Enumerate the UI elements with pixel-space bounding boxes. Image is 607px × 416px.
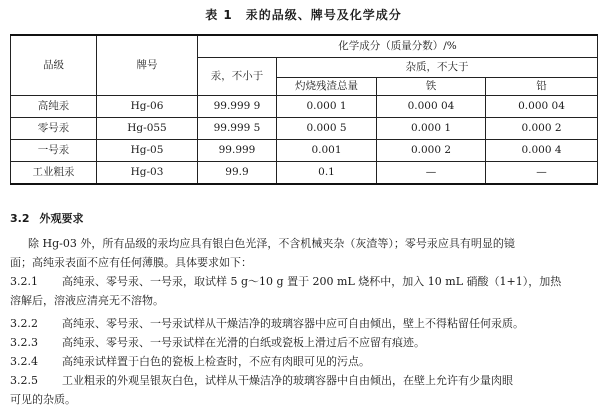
cell-residue: 0.001: [277, 140, 377, 162]
header-iron: 铁: [377, 78, 486, 96]
mercury-grade-table: [10, 34, 598, 185]
clause-number: 3.2.4: [10, 355, 38, 368]
clause-text: 高纯汞试样置于白色的瓷板上检查时，不应有肉眼可见的污点。: [62, 355, 370, 368]
cell-lead: —: [486, 162, 598, 185]
cell-brand: Hg-05: [97, 140, 198, 162]
cell-brand: Hg-055: [97, 118, 198, 140]
clause-text-cont: 溶解后，溶液应清亮无不溶物。: [10, 294, 164, 307]
header-mercury-min: 汞，不小于: [198, 58, 277, 96]
header-grade: 品级: [11, 35, 97, 96]
header-ignition-residue: 灼烧残渣总量: [277, 78, 377, 96]
cell-mercury: 99.999 9: [198, 96, 277, 118]
table-row: [11, 162, 598, 185]
cell-lead: 0.000 04: [486, 96, 598, 118]
cell-mercury: 99.999: [198, 140, 277, 162]
clause-text: 高纯汞、零号汞、一号汞试样从干燥洁净的玻璃容器中应可自由倾出，壁上不得粘留任何汞质。: [62, 317, 524, 330]
cell-grade: 一号汞: [11, 140, 97, 162]
table-row: [11, 140, 598, 162]
cell-lead: 0.000 4: [486, 140, 598, 162]
clause-text-cont: 可见的杂质。: [10, 393, 76, 406]
header-impurity-max: 杂质，不大于: [277, 58, 598, 78]
cell-brand: Hg-06: [97, 96, 198, 118]
table-row: [11, 96, 598, 118]
cell-iron: —: [377, 162, 486, 185]
header-brand: 牌号: [97, 35, 198, 96]
clause-3-2-3: [10, 333, 600, 352]
cell-residue: 0.000 5: [277, 118, 377, 140]
clause-3-2-1: [10, 272, 600, 310]
section-heading: [10, 210, 84, 226]
clause-number: 3.2.5: [10, 374, 38, 387]
cell-grade: 工业粗汞: [11, 162, 97, 185]
header-lead: 铅: [486, 78, 598, 96]
clause-text: 高纯汞、零号汞、一号汞，取试样 5 g～10 g 置于 200 mL 烧杯中，加入 10 mL 硝酸（1+1），加热: [62, 275, 562, 288]
clause-text: 高纯汞、零号汞、一号汞试样在光滑的白纸或瓷板上滑过后不应留有痕迹。: [62, 336, 425, 349]
table-row: [11, 118, 598, 140]
cell-residue: 0.1: [277, 162, 377, 185]
clause-text: 工业粗汞的外观呈银灰白色，试样从干燥洁净的玻璃容器中自由倾出，在壁上允许有少量肉眼: [62, 374, 513, 387]
cell-iron: 0.000 2: [377, 140, 486, 162]
section-title: 外观要求: [39, 212, 84, 225]
cell-grade: 零号汞: [11, 118, 97, 140]
cell-grade: 高纯汞: [11, 96, 97, 118]
cell-mercury: 99.999 5: [198, 118, 277, 140]
intro-line-1: 除 Hg-03 外，所有品级的汞均应具有银白色光泽，不含机械夹杂（灰渣等）；零号汞应具有明显的镜: [28, 237, 515, 250]
cell-brand: Hg-03: [97, 162, 198, 185]
header-chemical-composition: 化学成分（质量分数）/%: [198, 35, 598, 58]
intro-paragraph: [10, 234, 600, 272]
clause-3-2-4: [10, 352, 600, 371]
clause-3-2-2: [10, 314, 600, 333]
cell-mercury: 99.9: [198, 162, 277, 185]
section-number: 3.2: [10, 212, 30, 225]
clause-number: 3.2.1: [10, 275, 38, 288]
clause-3-2-5: [10, 371, 600, 409]
cell-residue: 0.000 1: [277, 96, 377, 118]
intro-line-2: 面；高纯汞表面不应有任何薄膜。具体要求如下：: [10, 256, 252, 269]
cell-lead: 0.000 2: [486, 118, 598, 140]
clause-number: 3.2.3: [10, 336, 38, 349]
table-caption: 表 1 汞的品级、牌号及化学成分: [205, 8, 402, 22]
cell-iron: 0.000 04: [377, 96, 486, 118]
clause-number: 3.2.2: [10, 317, 38, 330]
cell-iron: 0.000 1: [377, 118, 486, 140]
